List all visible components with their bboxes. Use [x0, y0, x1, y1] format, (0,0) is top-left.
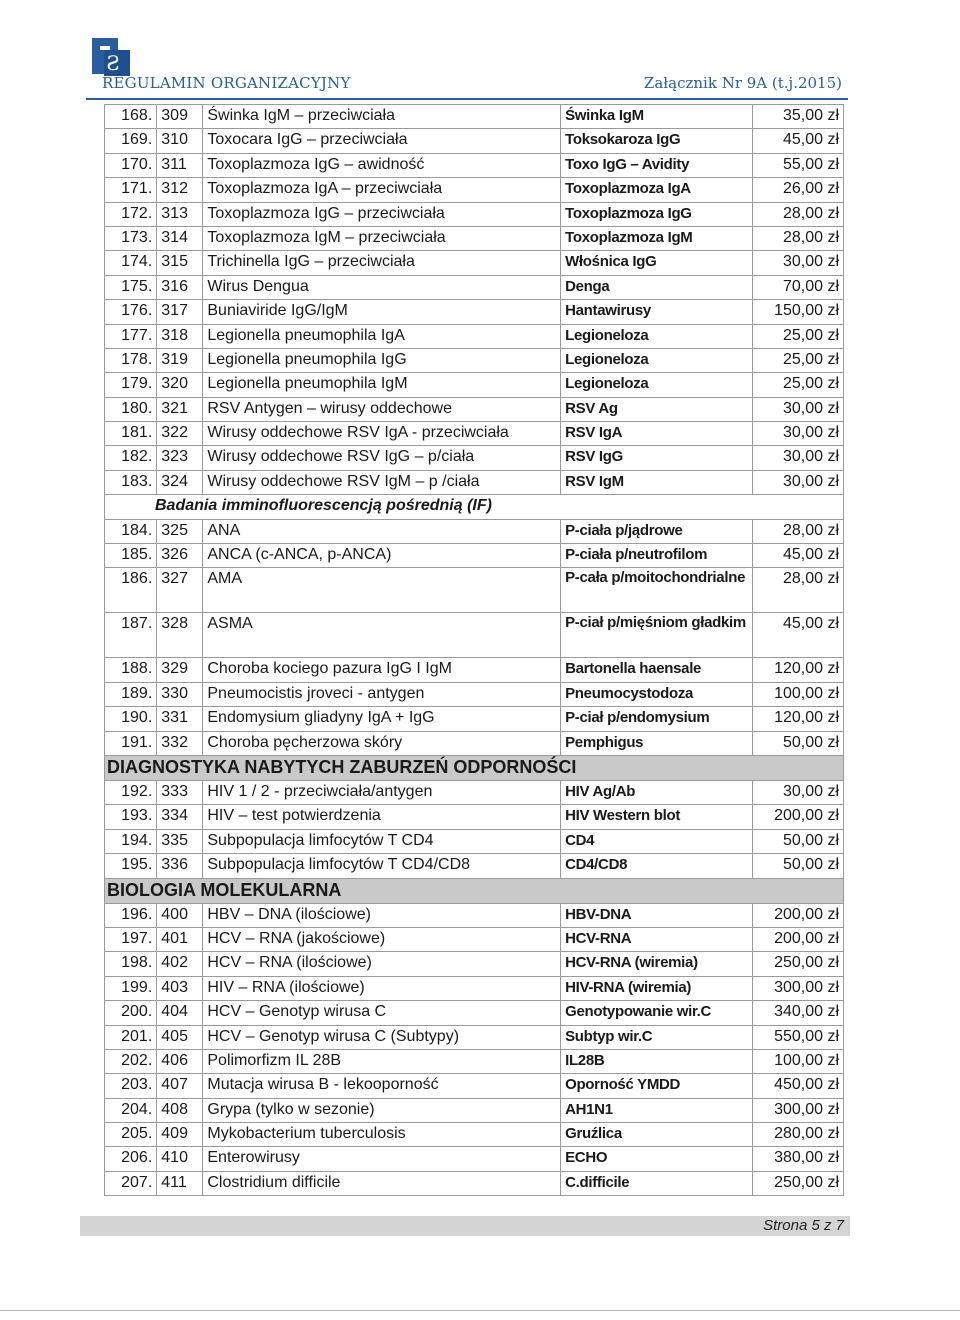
row-number: 196. [105, 903, 157, 927]
test-short-name: RSV IgM [561, 470, 753, 494]
test-price: 30,00 zł [752, 422, 843, 446]
test-price: 100,00 zł [752, 1049, 843, 1073]
row-number: 177. [105, 324, 157, 348]
test-name: HCV – Genotyp wirusa C (Subtypy) [203, 1025, 561, 1049]
test-short-name: Legioneloza [561, 324, 753, 348]
table-row [105, 105, 844, 129]
test-name: HBV – DNA (ilościowe) [203, 903, 561, 927]
test-code: 332 [157, 731, 203, 755]
row-number: 201. [105, 1025, 157, 1049]
test-name: Trichinella IgG – przeciwciała [203, 251, 561, 275]
test-price: 28,00 zł [752, 202, 843, 226]
table-row [105, 324, 844, 348]
test-name: HIV 1 / 2 - przeciwciała/antygen [203, 780, 561, 804]
test-price: 450,00 zł [752, 1074, 843, 1098]
test-name: Toxoplazmoza IgG – awidność [203, 153, 561, 177]
test-price: 45,00 zł [752, 129, 843, 153]
table-row [105, 658, 844, 682]
footer-bar [80, 1216, 850, 1236]
table-row [105, 202, 844, 226]
test-code: 316 [157, 275, 203, 299]
row-number: 179. [105, 373, 157, 397]
table-row [105, 927, 844, 951]
test-name: Choroba kociego pazura IgG I IgM [203, 658, 561, 682]
test-code: 400 [157, 903, 203, 927]
test-code: 334 [157, 805, 203, 829]
test-short-name: Włośnica IgG [561, 251, 753, 275]
row-number: 197. [105, 927, 157, 951]
row-number: 171. [105, 178, 157, 202]
test-code: 405 [157, 1025, 203, 1049]
row-number: 194. [105, 829, 157, 853]
test-code: 401 [157, 927, 203, 951]
test-short-name: P-cała p/moitochondrialne [561, 568, 753, 613]
test-code: 322 [157, 422, 203, 446]
test-short-name: CD4/CD8 [561, 854, 753, 878]
test-name: Legionella pneumophila IgA [203, 324, 561, 348]
test-name: Mykobacterium tuberculosis [203, 1123, 561, 1147]
row-number: 207. [105, 1171, 157, 1195]
table-row [105, 854, 844, 878]
test-code: 323 [157, 446, 203, 470]
test-code: 313 [157, 202, 203, 226]
test-short-name: C.difficile [561, 1171, 753, 1195]
test-name: Toxoplazmoza IgM – przeciwciała [203, 226, 561, 250]
test-code: 312 [157, 178, 203, 202]
table-row [105, 1147, 844, 1171]
test-price: 120,00 zł [752, 658, 843, 682]
test-price: 50,00 zł [752, 854, 843, 878]
test-price: 30,00 zł [752, 251, 843, 275]
test-price: 30,00 zł [752, 446, 843, 470]
test-name: Grypa (tylko w sezonie) [203, 1098, 561, 1122]
test-code: 408 [157, 1098, 203, 1122]
test-code: 333 [157, 780, 203, 804]
test-short-name: Legioneloza [561, 373, 753, 397]
test-code: 320 [157, 373, 203, 397]
test-short-name: P-ciał p/endomysium [561, 707, 753, 731]
test-short-name: Oporność YMDD [561, 1074, 753, 1098]
test-short-name: Denga [561, 275, 753, 299]
table-row [105, 952, 844, 976]
test-code: 407 [157, 1074, 203, 1098]
table-row [105, 446, 844, 470]
test-price: 50,00 zł [752, 829, 843, 853]
test-code: 317 [157, 300, 203, 324]
test-name: ASMA [203, 613, 561, 658]
test-name: Wirus Dengua [203, 275, 561, 299]
test-code: 409 [157, 1123, 203, 1147]
test-price: 300,00 zł [752, 976, 843, 1000]
row-number: 174. [105, 251, 157, 275]
section-header [105, 878, 844, 903]
table-row [105, 731, 844, 755]
test-short-name: HIV Ag/Ab [561, 780, 753, 804]
row-number: 205. [105, 1123, 157, 1147]
test-code: 328 [157, 613, 203, 658]
test-short-name: P-ciał p/mięśniom gładkim [561, 613, 753, 658]
test-name: Wirusy oddechowe RSV IgM – p /ciała [203, 470, 561, 494]
table-row [105, 129, 844, 153]
row-number: 206. [105, 1147, 157, 1171]
table-row [105, 780, 844, 804]
row-number: 191. [105, 731, 157, 755]
test-price: 200,00 zł [752, 927, 843, 951]
row-number: 193. [105, 805, 157, 829]
test-short-name: Pneumocystodoza [561, 682, 753, 706]
table-row [105, 251, 844, 275]
test-code: 410 [157, 1147, 203, 1171]
test-name: Pneumocistis jroveci - antygen [203, 682, 561, 706]
test-code: 403 [157, 976, 203, 1000]
row-number: 183. [105, 470, 157, 494]
subsection-title: Badania imminofluorescencją pośrednią (IF) [105, 495, 844, 519]
test-price: 70,00 zł [752, 275, 843, 299]
row-number: 170. [105, 153, 157, 177]
test-code: 336 [157, 854, 203, 878]
test-code: 411 [157, 1171, 203, 1195]
table-row [105, 568, 844, 613]
test-name: Endomysium gliadyny IgA + IgG [203, 707, 561, 731]
test-name: Choroba pęcherzowa skóry [203, 731, 561, 755]
test-code: 325 [157, 519, 203, 543]
table-row [105, 1171, 844, 1195]
table-row [105, 373, 844, 397]
test-short-name: AH1N1 [561, 1098, 753, 1122]
test-price: 28,00 zł [752, 226, 843, 250]
test-price: 30,00 zł [752, 397, 843, 421]
test-name: RSV Antygen – wirusy oddechowe [203, 397, 561, 421]
test-price: 200,00 zł [752, 903, 843, 927]
test-code: 327 [157, 568, 203, 613]
test-short-name: HCV-RNA (wiremia) [561, 952, 753, 976]
document-title: REGULAMIN ORGANIZACYJNY [102, 74, 351, 92]
test-code: 318 [157, 324, 203, 348]
table-row [105, 275, 844, 299]
row-number: 195. [105, 854, 157, 878]
test-code: 329 [157, 658, 203, 682]
table-row [105, 519, 844, 543]
table-row [105, 153, 844, 177]
test-short-name: HIV Western blot [561, 805, 753, 829]
test-price: 28,00 zł [752, 519, 843, 543]
test-name: Buniaviride IgG/IgM [203, 300, 561, 324]
test-short-name: RSV IgG [561, 446, 753, 470]
test-name: Wirusy oddechowe RSV IgG – p/ciała [203, 446, 561, 470]
section-title: BIOLOGIA MOLEKULARNA [105, 878, 844, 903]
test-short-name: P-ciała p/jądrowe [561, 519, 753, 543]
test-code: 404 [157, 1001, 203, 1025]
test-name: HCV – Genotyp wirusa C [203, 1001, 561, 1025]
test-price: 30,00 zł [752, 470, 843, 494]
test-short-name: Legioneloza [561, 348, 753, 372]
test-name: Enterowirusy [203, 1147, 561, 1171]
test-price: 200,00 zł [752, 805, 843, 829]
test-price: 30,00 zł [752, 780, 843, 804]
test-short-name: P-ciała p/neutrofilom [561, 544, 753, 568]
test-code: 309 [157, 105, 203, 129]
test-name: Polimorfizm IL 28B [203, 1049, 561, 1073]
row-number: 173. [105, 226, 157, 250]
test-code: 406 [157, 1049, 203, 1073]
table-row [105, 976, 844, 1000]
table-row [105, 805, 844, 829]
row-number: 200. [105, 1001, 157, 1025]
test-short-name: Toxoplazmoza IgM [561, 226, 753, 250]
table-row [105, 1001, 844, 1025]
row-number: 178. [105, 348, 157, 372]
row-number: 190. [105, 707, 157, 731]
test-price: 45,00 zł [752, 613, 843, 658]
table-row [105, 707, 844, 731]
row-number: 168. [105, 105, 157, 129]
test-price: 45,00 zł [752, 544, 843, 568]
row-number: 188. [105, 658, 157, 682]
test-code: 319 [157, 348, 203, 372]
test-name: ANA [203, 519, 561, 543]
test-name: Subpopulacja limfocytów T CD4 [203, 829, 561, 853]
test-price: 380,00 zł [752, 1147, 843, 1171]
test-code: 314 [157, 226, 203, 250]
test-price: 26,00 zł [752, 178, 843, 202]
test-name: HIV – RNA (ilościowe) [203, 976, 561, 1000]
test-price: 120,00 zł [752, 707, 843, 731]
row-number: 187. [105, 613, 157, 658]
test-code: 326 [157, 544, 203, 568]
test-short-name: Toxoplazmoza IgA [561, 178, 753, 202]
test-price: 25,00 zł [752, 373, 843, 397]
price-table [104, 104, 844, 1196]
table-row [105, 226, 844, 250]
test-short-name: Genotypowanie wir.C [561, 1001, 753, 1025]
test-price: 35,00 zł [752, 105, 843, 129]
test-name: Wirusy oddechowe RSV IgA - przeciwciała [203, 422, 561, 446]
test-price: 250,00 zł [752, 952, 843, 976]
test-short-name: Bartonella haensale [561, 658, 753, 682]
test-short-name: Gruźlica [561, 1123, 753, 1147]
subsection-header [105, 495, 844, 519]
test-code: 331 [157, 707, 203, 731]
test-short-name: Subtyp wir.C [561, 1025, 753, 1049]
test-price: 550,00 zł [752, 1025, 843, 1049]
row-number: 169. [105, 129, 157, 153]
row-number: 186. [105, 568, 157, 613]
row-number: 204. [105, 1098, 157, 1122]
page-number: Strona 5 z 7 [763, 1217, 844, 1234]
test-code: 315 [157, 251, 203, 275]
row-number: 184. [105, 519, 157, 543]
test-price: 300,00 zł [752, 1098, 843, 1122]
test-short-name: Toxoplazmoza IgG [561, 202, 753, 226]
table-row [105, 397, 844, 421]
test-short-name: RSV Ag [561, 397, 753, 421]
test-short-name: IL28B [561, 1049, 753, 1073]
table-row [105, 422, 844, 446]
section-header [105, 755, 844, 780]
row-number: 175. [105, 275, 157, 299]
test-name: HIV – test potwierdzenia [203, 805, 561, 829]
table-row [105, 544, 844, 568]
test-price: 25,00 zł [752, 324, 843, 348]
test-code: 310 [157, 129, 203, 153]
table-row [105, 178, 844, 202]
table-row [105, 829, 844, 853]
test-short-name: Toxo IgG – Avidity [561, 153, 753, 177]
test-price: 28,00 zł [752, 568, 843, 613]
row-number: 203. [105, 1074, 157, 1098]
test-name: HCV – RNA (ilościowe) [203, 952, 561, 976]
test-short-name: Toksokaroza IgG [561, 129, 753, 153]
test-short-name: HBV-DNA [561, 903, 753, 927]
row-number: 172. [105, 202, 157, 226]
table-row [105, 1025, 844, 1049]
test-price: 280,00 zł [752, 1123, 843, 1147]
row-number: 181. [105, 422, 157, 446]
table-row [105, 1098, 844, 1122]
test-code: 324 [157, 470, 203, 494]
test-short-name: CD4 [561, 829, 753, 853]
section-title: DIAGNOSTYKA NABYTYCH ZABURZEŃ ODPORNOŚCI [105, 755, 844, 780]
row-number: 198. [105, 952, 157, 976]
row-number: 185. [105, 544, 157, 568]
test-name: Legionella pneumophila IgM [203, 373, 561, 397]
test-name: Toxoplazmoza IgA – przeciwciała [203, 178, 561, 202]
test-price: 100,00 zł [752, 682, 843, 706]
test-price: 50,00 zł [752, 731, 843, 755]
table-row [105, 348, 844, 372]
bottom-rule [0, 1310, 960, 1311]
svg-text:Ƨ: Ƨ [106, 51, 120, 75]
test-price: 55,00 zł [752, 153, 843, 177]
table-row [105, 613, 844, 658]
table-row [105, 903, 844, 927]
table-row [105, 470, 844, 494]
test-name: Mutacja wirusa B - lekooporność [203, 1074, 561, 1098]
table-row [105, 1074, 844, 1098]
test-code: 311 [157, 153, 203, 177]
test-code: 330 [157, 682, 203, 706]
test-name: Świnka IgM – przeciwciała [203, 105, 561, 129]
test-price: 25,00 zł [752, 348, 843, 372]
test-name: Toxocara IgG – przeciwciała [203, 129, 561, 153]
row-number: 182. [105, 446, 157, 470]
row-number: 202. [105, 1049, 157, 1073]
test-short-name: HIV-RNA (wiremia) [561, 976, 753, 1000]
attachment-label: Załącznik Nr 9A (t.j.2015) [643, 74, 842, 92]
test-short-name: Świnka IgM [561, 105, 753, 129]
row-number: 189. [105, 682, 157, 706]
test-code: 321 [157, 397, 203, 421]
row-number: 180. [105, 397, 157, 421]
header-rule [86, 98, 848, 100]
test-price: 150,00 zł [752, 300, 843, 324]
table-row [105, 1049, 844, 1073]
test-name: HCV – RNA (jakościowe) [203, 927, 561, 951]
test-price: 250,00 zł [752, 1171, 843, 1195]
test-short-name: Pemphigus [561, 731, 753, 755]
test-price: 340,00 zł [752, 1001, 843, 1025]
test-code: 402 [157, 952, 203, 976]
table-row [105, 1123, 844, 1147]
test-short-name: RSV IgA [561, 422, 753, 446]
test-name: Legionella pneumophila IgG [203, 348, 561, 372]
row-number: 176. [105, 300, 157, 324]
table-row [105, 300, 844, 324]
test-short-name: HCV-RNA [561, 927, 753, 951]
row-number: 192. [105, 780, 157, 804]
test-code: 335 [157, 829, 203, 853]
test-name: AMA [203, 568, 561, 613]
table-row [105, 682, 844, 706]
test-short-name: ECHO [561, 1147, 753, 1171]
test-name: Clostridium difficile [203, 1171, 561, 1195]
test-name: ANCA (c-ANCA, p-ANCA) [203, 544, 561, 568]
row-number: 199. [105, 976, 157, 1000]
test-short-name: Hantawirusy [561, 300, 753, 324]
test-name: Subpopulacja limfocytów T CD4/CD8 [203, 854, 561, 878]
test-name: Toxoplazmoza IgG – przeciwciała [203, 202, 561, 226]
